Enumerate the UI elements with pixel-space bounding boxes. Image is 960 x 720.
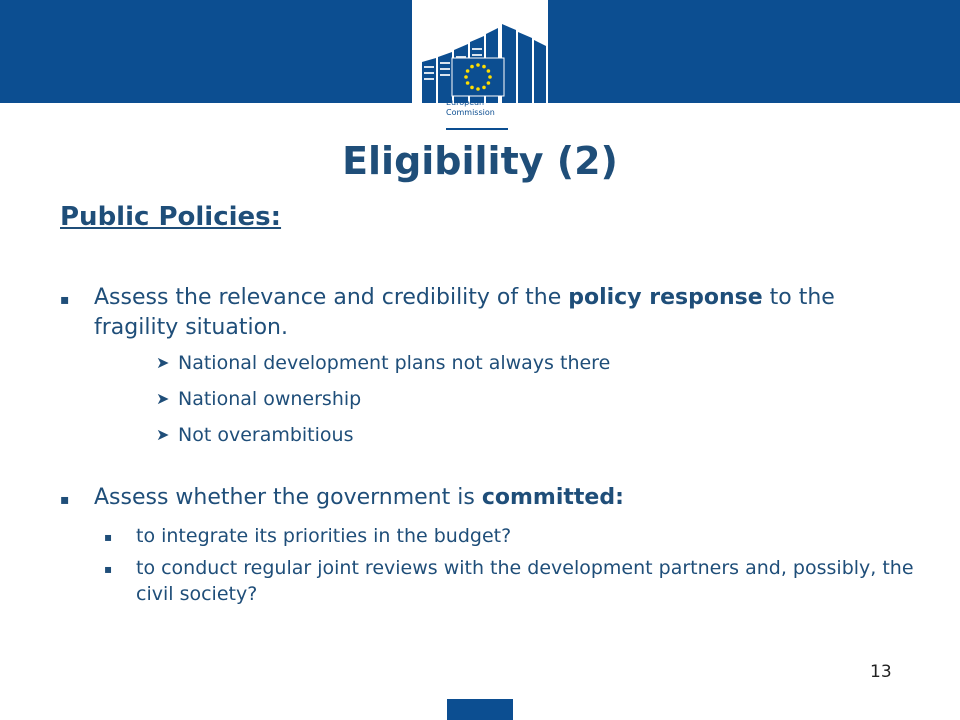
sub-bullet-joint-reviews (104, 555, 916, 607)
arrowhead-bullet-icon: ➤ (156, 353, 170, 372)
logo-underline (446, 128, 508, 130)
sub-bullet-not-overambitious (156, 422, 916, 448)
arrowhead-bullet-icon: ➤ (156, 389, 170, 408)
square-bullet-icon: ▪ (60, 492, 70, 508)
logo-wordmark (446, 98, 495, 118)
sub-bullet-integrate-priorities (104, 523, 916, 549)
bullet-government-committed (60, 483, 915, 513)
square-bullet-icon: ▪ (104, 530, 113, 544)
sub-bullet-text: to integrate its priorities in the budget? (136, 525, 512, 547)
sub-bullet-text: Not overambitious (178, 424, 354, 446)
bullet-text (94, 483, 915, 513)
sub-bullet-text: to conduct regular joint reviews with the development partners and, possibly, the civil society? (136, 557, 914, 605)
bullet-prefix: Assess whether the government is (94, 485, 482, 510)
section-heading: Public Policies: (60, 202, 282, 232)
bullet-suffix: to the fragility situation. (94, 285, 835, 340)
logo-line-european: European (446, 98, 485, 107)
sub-bullet-national-development-plans (156, 350, 916, 376)
bullet-emphasis: committed: (481, 485, 624, 510)
square-bullet-icon: ▪ (104, 562, 113, 576)
sub-bullet-text: National ownership (178, 388, 362, 410)
bullet-emphasis: policy response (568, 285, 763, 310)
sub-bullet-national-ownership (156, 386, 916, 412)
square-bullet-icon: ▪ (60, 292, 70, 308)
bullet-prefix: Assess the relevance and credibility of the (94, 285, 569, 310)
european-commission-logo (412, 0, 548, 133)
arrowhead-bullet-icon: ➤ (156, 425, 170, 444)
sub-bullet-text: National development plans not always there (178, 352, 611, 374)
footer-brand-block (447, 699, 513, 720)
bullet-text (94, 283, 915, 343)
page-number: 13 (870, 662, 892, 682)
logo-line-commission: Commission (446, 108, 495, 117)
slide-title: Eligibility (2) (342, 139, 618, 183)
bullet-policy-response (60, 283, 915, 343)
